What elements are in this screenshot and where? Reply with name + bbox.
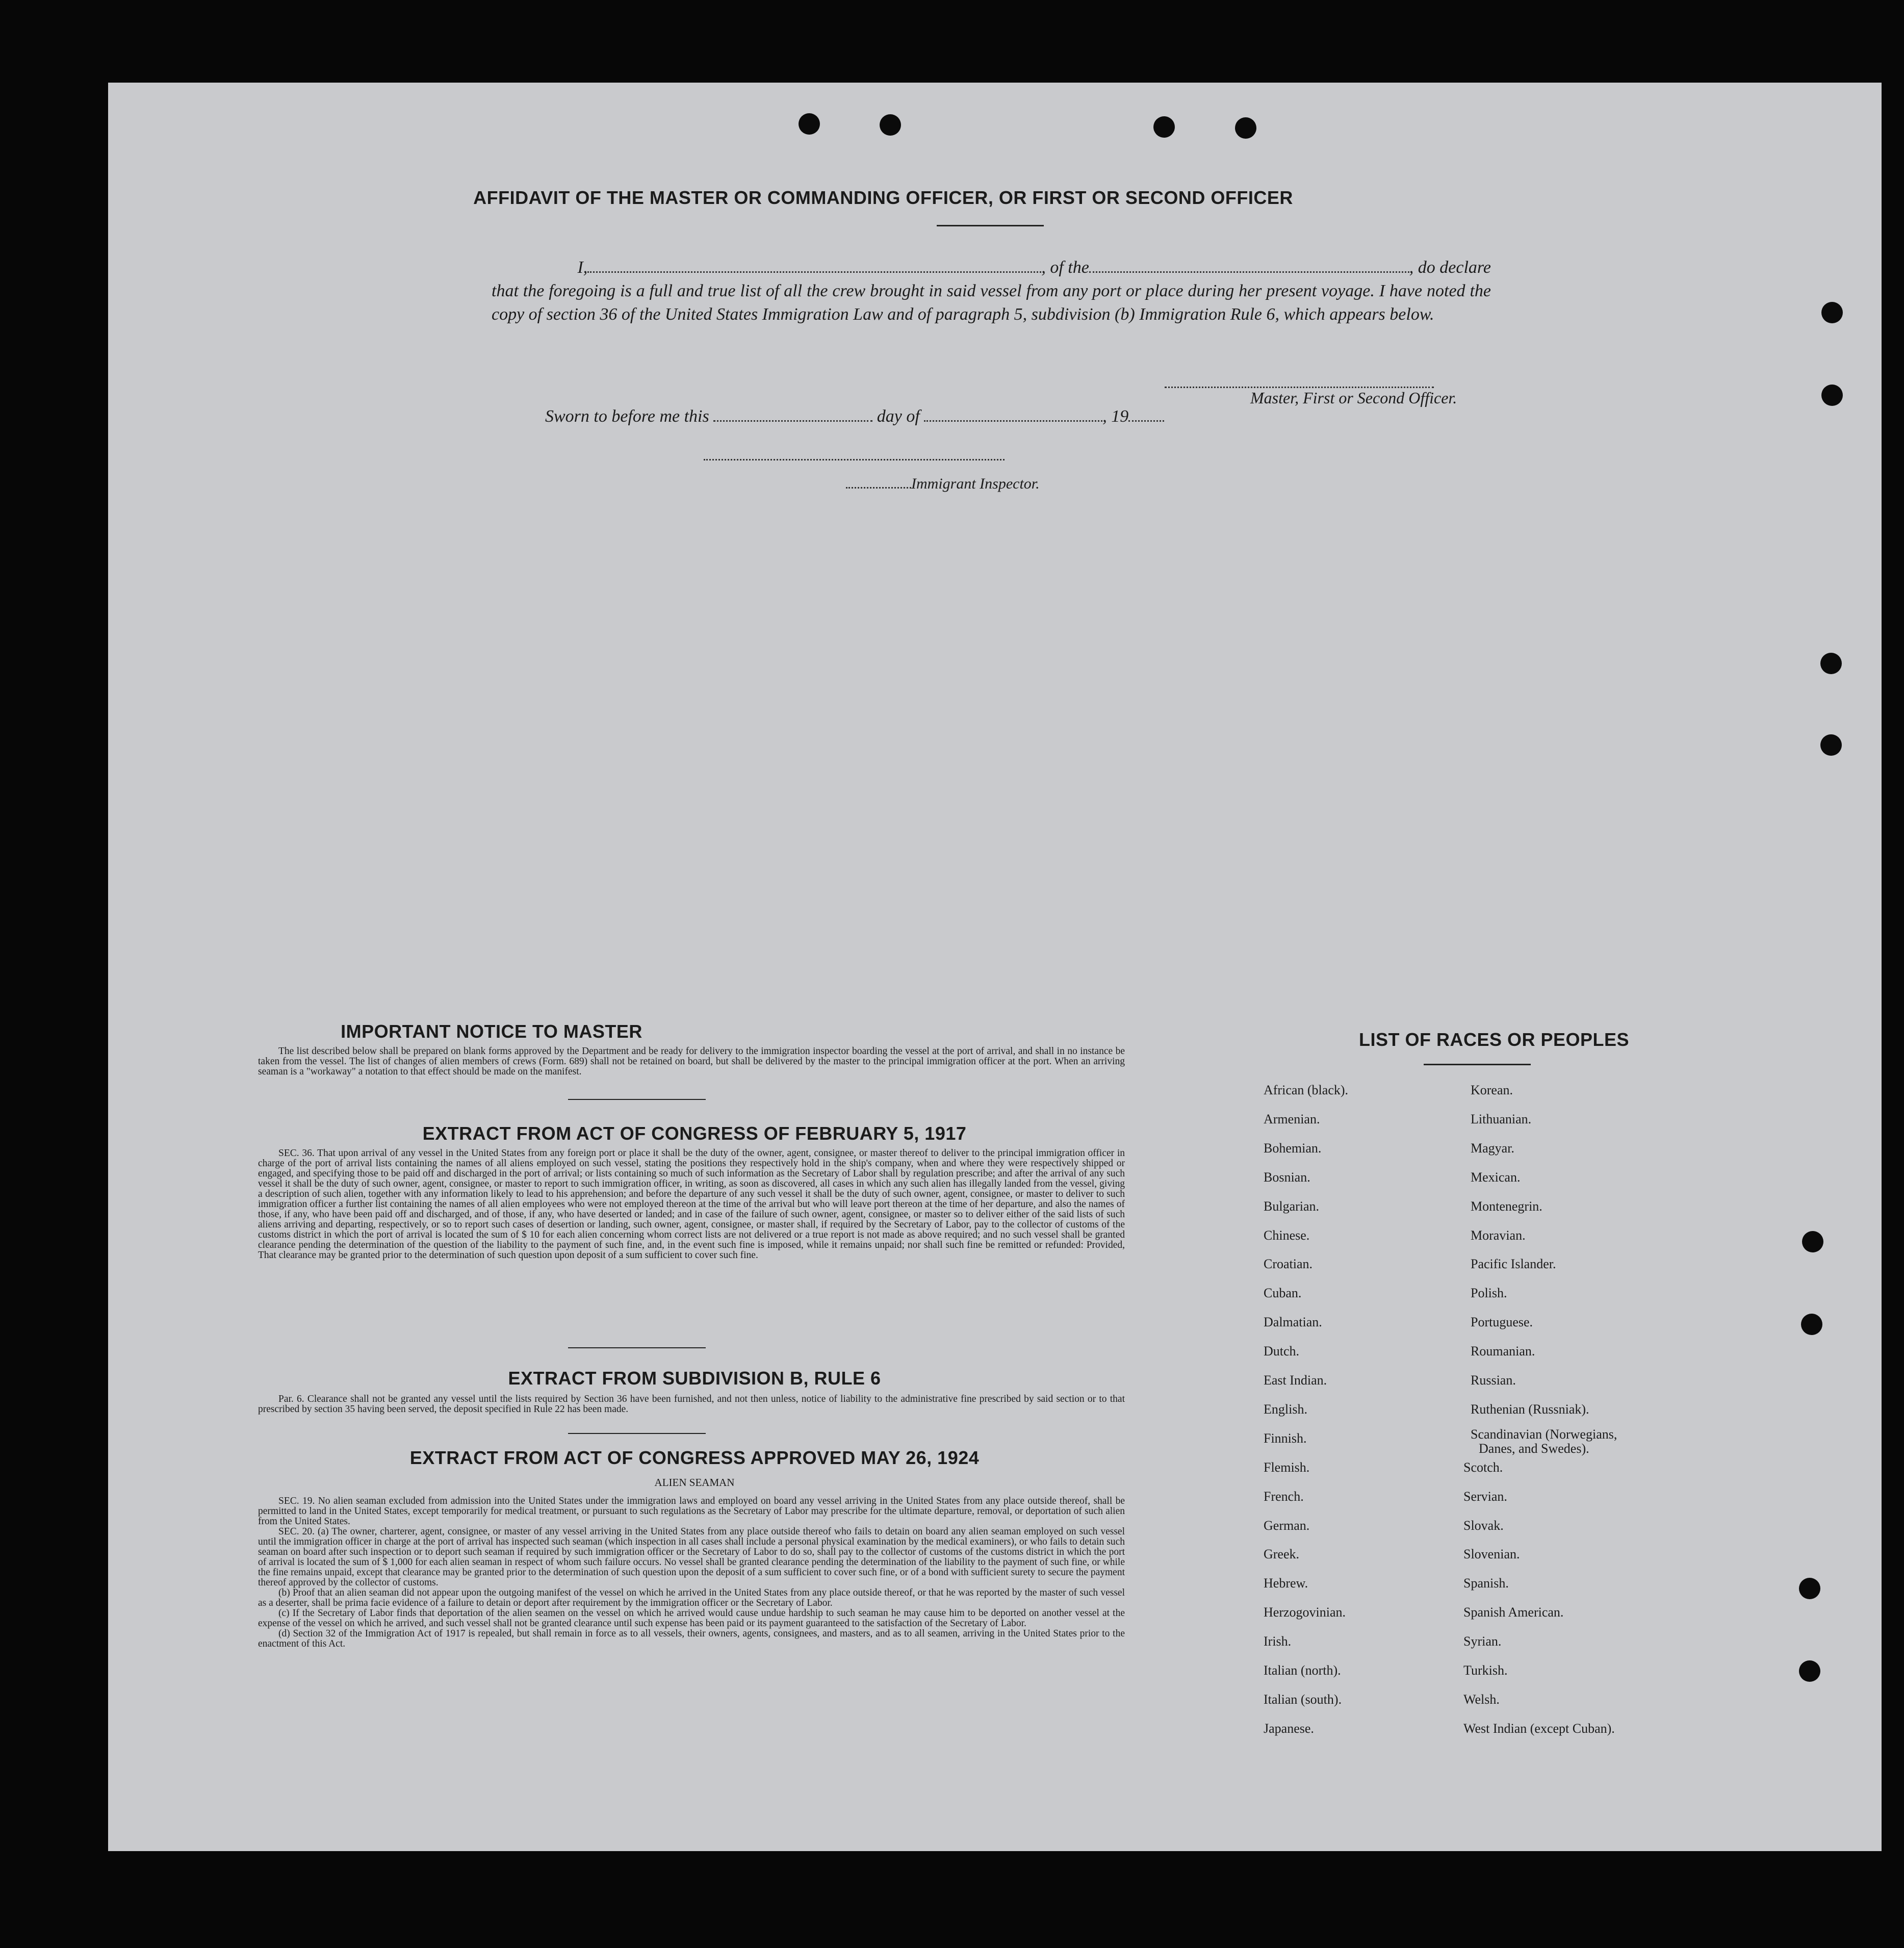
race-item: Armenian. <box>1264 1111 1320 1126</box>
sworn-line <box>545 407 1164 426</box>
section-divider <box>568 1347 706 1348</box>
punch-hole <box>1802 1231 1823 1252</box>
race-item: Syrian. <box>1463 1634 1502 1649</box>
race-item: English. <box>1264 1401 1307 1417</box>
race-item: Ruthenian (Russniak). <box>1471 1401 1589 1417</box>
race-item: Herzogovinian. <box>1264 1605 1346 1620</box>
race-item: Turkish. <box>1463 1663 1508 1678</box>
race-item: Finnish. <box>1264 1430 1307 1446</box>
affidavit-i: I, <box>577 258 588 277</box>
race-item: Portuguese. <box>1471 1315 1533 1330</box>
race-item: Mexican. <box>1471 1169 1521 1185</box>
punch-hole <box>1153 116 1175 138</box>
race-item: Bohemian. <box>1264 1140 1322 1156</box>
race-item: French. <box>1264 1489 1304 1504</box>
race-item: Polish. <box>1471 1286 1507 1301</box>
race-item: Welsh. <box>1463 1691 1500 1707</box>
extract-1924-text: SEC. 19. No alien seaman excluded from admission into the United States under the immigration laws and employed on board any vessel arriving in the United States from any place outside thereof, shall be permitted to land in the United States, except temporarily for medical treatment, or pursuant to such regulations as the Secretary of Labor may prescribe for the ultimate departure, removal, or deportation of such alien from the United States. SEC. 20. (a) The owner, charterer, agent, consignee, or master of any vessel arriving in the United States from any place outside thereof who fails to detain on board any alien seaman employed on such vessel until the immigration officer in charge at the port of arrival has inspected such seaman (which inspection in all cases shall include a personal physical examination by the medical examiners), or who fails to detain such seaman on board after such inspection or to deport such seaman if required by such immigration officer or the Secretary of Labor to do so, shall pay to the collector of customs of the customs district in which the port of arrival is located the sum of $ 1,000 for each alien seaman in respect of whom such failure occurs. No vessel shall be granted clearance pending the determination of the liability to the payment of such fine, or while the fine remains unpaid, except that clearance may be granted prior to the determination of such question upon the deposit of a sum sufficient to cover such fine, or of a bond with sufficient surety to secure the payment thereof approved by the collector of customs. (b) Proof that an alien seaman did not appear upon the outgoing manifest of the vessel on which he arrived in the United States from any place outside thereof, or that he was reported by the master of such vessel as a deserter, shall be prima facie evidence of a failure to detain or deport after requirement by the immigration officer or the Secretary of Labor. (c) If the Secretary of Labor finds that deportation of the alien seamen on the vessel on which he arrived would cause undue hardship to such seaman he may cause him to be deported on another vessel at the expense of the vessel on which he arrived, and such vessel shall not be granted clearance until such expense has been paid or its payment guaranteed to the satisfaction of the Secretary of Labor. (d) Section 32 of the Immigration Act of 1917 is repealed, but shall remain in force as to all vessels, their owners, agents, consignees, and masters, and as to all seamen, arriving in the United States prior to the enactment of this Act. <box>258 1496 1125 1649</box>
race-item: Spanish American. <box>1463 1605 1564 1620</box>
title-divider <box>937 225 1044 226</box>
punch-hole <box>1820 734 1842 756</box>
race-item: Montenegrin. <box>1471 1198 1542 1214</box>
race-item: West Indian (except Cuban). <box>1463 1721 1615 1736</box>
race-item: Spanish. <box>1463 1576 1509 1591</box>
race-item: Bulgarian. <box>1264 1198 1320 1214</box>
race-item: Danes, and Swedes). <box>1479 1441 1589 1456</box>
affidavit-declare: , do declare <box>1409 258 1491 277</box>
inspector-signature-line[interactable] <box>704 459 1005 460</box>
race-item: Russian. <box>1471 1373 1516 1388</box>
year-blank[interactable] <box>1128 409 1164 422</box>
extract-rule6-text: Par. 6. Clearance shall not be granted any vessel until the lists required by Section 36 have been furnished, and not then unless, notice of liability to the administrative fine prescribed by said section or to that prescribed by section 35 having been served, the deposit specified in Rule 22 has been made. <box>258 1394 1125 1415</box>
race-item: Hebrew. <box>1264 1576 1308 1591</box>
race-item: Korean. <box>1471 1083 1513 1097</box>
section-divider <box>568 1099 706 1100</box>
race-item: Dutch. <box>1264 1344 1300 1359</box>
signature-label: Master, First or Second Officer. <box>1250 389 1457 407</box>
race-item: Pacific Islander. <box>1471 1257 1556 1272</box>
punch-hole <box>1235 117 1256 139</box>
day-blank[interactable] <box>713 409 872 422</box>
race-item: Cuban. <box>1264 1286 1302 1301</box>
race-item: Flemish. <box>1264 1459 1310 1475</box>
sworn-day-of: day of <box>877 407 920 426</box>
notice-text: The list described below shall be prepared on blank forms approved by the Department and be ready for delivery to the immigration inspector boarding the vessel at the port of arrival, and shall in no instance be taken from the vessel. The list of changes of alien members of crews (Form. 689) shall not be retained on board, but shall be delivered by the master to the principal immigration officer at the port. When an arriving seaman is a "workaway" a notation to that effect should be made on the manifest. <box>258 1046 1125 1077</box>
race-item: Servian. <box>1463 1489 1507 1504</box>
affidavit-text <box>492 256 1491 326</box>
vessel-blank[interactable] <box>1089 260 1409 273</box>
punch-hole <box>1821 302 1843 323</box>
document-page <box>108 83 1882 1851</box>
race-item: Roumanian. <box>1471 1344 1535 1359</box>
extract-1924-subtitle: ALIEN SEAMAN <box>654 1476 735 1489</box>
extract-1917-text: SEC. 36. That upon arrival of any vessel in the United States from any foreign port or place it shall be the duty of the owner, agent, consignee, or master thereof to deliver to the principal immigration officer in charge of the port of arrival lists containing the names of all aliens employed on such vessel, stating the positions they respectively hold in the ship's company, when and where they were respectively shipped or engaged, and specifying those to be paid off and discharged in the port of arrival; or lists containing so much of such information as the Secretary of Labor shall by regulation prescribe; and after the arrival of any such vessel it shall be the duty of such owner, agent, consignee, or master to report to such immigration officer, in writing, as soon as discovered, all cases in which any such alien has illegally landed from the vessel, giving a description of such alien, together with any information likely to lead to his apprehension; and before the departure of any such vessel it shall be the duty of such owner, agent, consignee, or master to deliver to such immigration officer a further list containing the names of all alien employees who were not employed thereon at the time of the arrival but who will leave port thereon at the time of her departure, and also the names of those, if any, who have been paid off and discharged, and of those, if any, who have deserted or landed; and in case of the failure of such owner, agent, consignee, or master so to deliver either of the said lists of such aliens arriving and departing, respectively, or so to report such cases of desertion or landing, such owner, agent, consignee, or master shall, if required by the Secretary of Labor, pay to the collector of customs of the customs district in which the port of arrival is located the sum of $ 10 for each alien concerning whom correct lists are not delivered or a true report is not made as above required; and no such vessel shall be granted clearance pending the determination of the question of the liability to the payment of such fine, and, in the event such fine is imposed, while it remains unpaid; nor shall such fine be remitted or refunded: Provided, That clearance may be granted prior to the determination of such question upon deposit of a sum sufficient to cover such fine. <box>258 1148 1125 1261</box>
notice-title: IMPORTANT NOTICE TO MASTER <box>341 1021 642 1042</box>
race-item: Chinese. <box>1264 1227 1310 1243</box>
race-item: Bosnian. <box>1264 1169 1310 1185</box>
race-item: Scandinavian (Norwegians, <box>1471 1426 1617 1442</box>
extract-1924-title: EXTRACT FROM ACT OF CONGRESS APPROVED MAY 26, 1924 <box>409 1447 980 1468</box>
punch-hole <box>1799 1578 1820 1599</box>
race-item: Italian (south). <box>1264 1691 1342 1707</box>
affidavit-body: that the foregoing is a full and true list of all the crew brought in said vessel from any port or place during her present voyage. I have noted the copy of section 36 of the United States Immigration Law and of paragraph 5, subdivision (b) Immigration Rule 6, which appears below. <box>492 281 1491 324</box>
affidavit-title: AFFIDAVIT OF THE MASTER OR COMMANDING OFFICER, OR FIRST OR SECOND OFFICER <box>473 187 1293 208</box>
extract-1917-title: EXTRACT FROM ACT OF CONGRESS OF FEBRUARY 5, 1917 <box>422 1123 967 1144</box>
races-divider <box>1424 1064 1531 1065</box>
race-item: Scotch. <box>1463 1459 1503 1475</box>
race-item: Slovak. <box>1463 1518 1504 1533</box>
section-divider <box>568 1433 706 1434</box>
race-item: Moravian. <box>1471 1227 1526 1243</box>
races-title: LIST OF RACES OR PEOPLES <box>1358 1029 1630 1050</box>
race-item: East Indian. <box>1264 1373 1327 1388</box>
signature-line[interactable] <box>1165 387 1434 388</box>
name-blank[interactable] <box>587 260 1041 273</box>
punch-hole <box>1821 385 1843 406</box>
race-item: Croatian. <box>1264 1257 1313 1272</box>
race-item: Lithuanian. <box>1471 1111 1532 1126</box>
race-item: Irish. <box>1264 1634 1292 1649</box>
punch-hole <box>1801 1314 1822 1335</box>
race-item: Slovenian. <box>1463 1547 1520 1562</box>
punch-hole <box>880 114 901 136</box>
punch-hole <box>799 113 820 135</box>
extract-rule6-title: EXTRACT FROM SUBDIVISION B, RULE 6 <box>508 1368 881 1389</box>
race-item: Greek. <box>1264 1547 1300 1562</box>
race-item: Japanese. <box>1264 1721 1314 1736</box>
race-item: African (black). <box>1264 1083 1349 1097</box>
punch-hole <box>1820 653 1842 674</box>
sworn-year: , 19 <box>1102 407 1129 426</box>
punch-hole <box>1799 1660 1820 1682</box>
sworn-prefix: Sworn to before me this <box>545 407 709 426</box>
month-blank[interactable] <box>924 409 1102 422</box>
affidavit-of-the: , of the <box>1041 258 1089 277</box>
race-item: German. <box>1264 1518 1310 1533</box>
race-item: Magyar. <box>1471 1140 1514 1156</box>
race-item: Dalmatian. <box>1264 1315 1322 1330</box>
inspector-label: Immigrant Inspector. <box>846 475 1040 493</box>
race-item: Italian (north). <box>1264 1663 1341 1678</box>
